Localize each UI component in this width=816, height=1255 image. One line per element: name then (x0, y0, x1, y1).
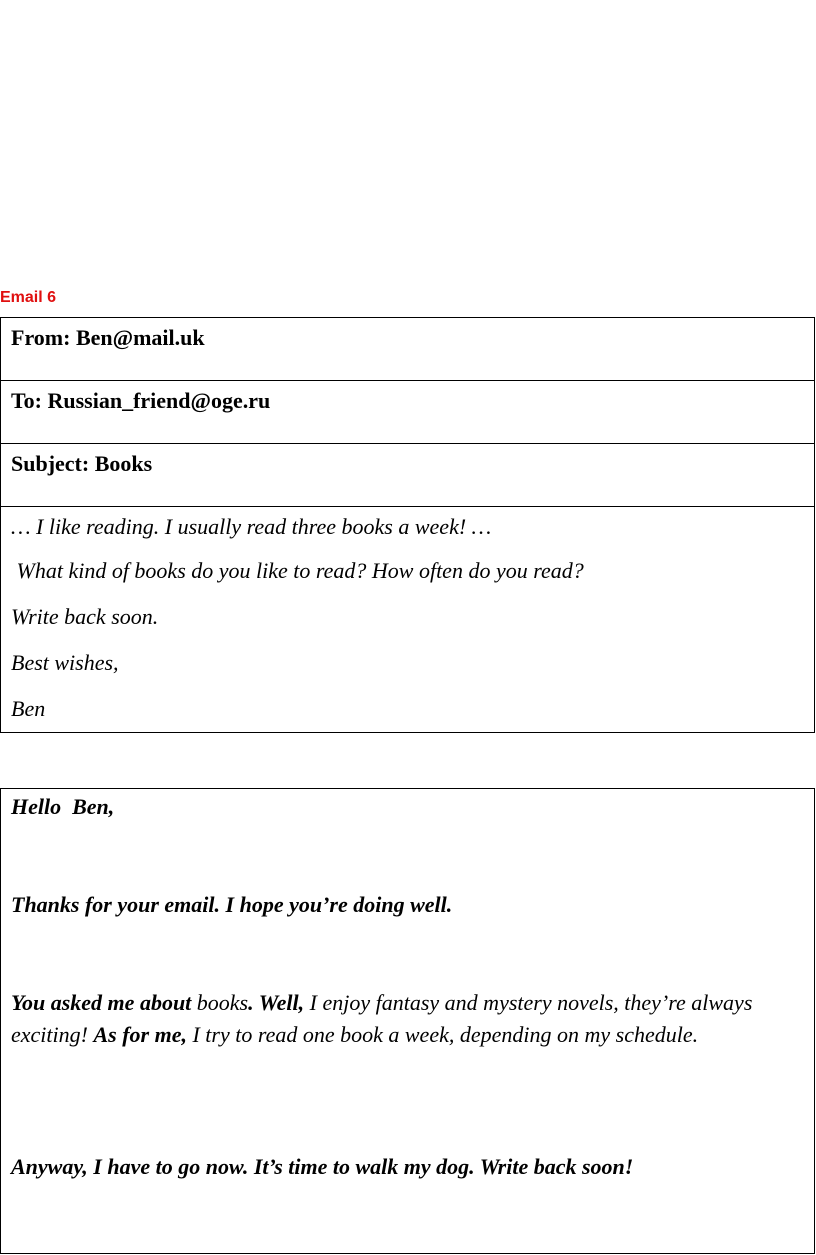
incoming-email-table (0, 317, 815, 733)
subject-text: Subject: Books (11, 451, 153, 476)
answer-2-text: I try to read one book a week, depending on my schedule. (186, 1022, 699, 1047)
body-line-2: What kind of books do you like to read? How often do you read? (11, 558, 584, 583)
phrase-well: . Well, (248, 990, 305, 1015)
reply-box (0, 788, 815, 1254)
reply-main-paragraph (11, 987, 801, 1051)
closing-text: Anyway, I have to go now. It’s time to walk my dog. Write back soon! (11, 1154, 634, 1179)
to-text: To: Russian_friend@oge.ru (11, 388, 271, 413)
body-line-3: Write back soon. (11, 604, 159, 629)
topic-text: books (191, 990, 249, 1015)
reply-greeting (11, 791, 801, 823)
from-row (1, 318, 815, 381)
answer-1-text: I enjoy fantasy and mystery novels, they’re always exciting! (11, 990, 753, 1047)
body-line-1: … I like reading. I usually read three books a week! … (11, 514, 492, 539)
thanks-text: Thanks for your email. I hope you’re doing well. (11, 892, 453, 917)
to-row (1, 381, 815, 444)
phrase-as-for-me: As for me, (93, 1022, 187, 1047)
email-body (1, 507, 815, 733)
greeting-text: Hello Ben, (11, 794, 115, 819)
phrase-asked: You asked me about (11, 990, 192, 1015)
reply-thanks (11, 889, 801, 921)
subject-row (1, 444, 815, 507)
reply-closing (11, 1151, 801, 1183)
body-line-4: Best wishes, (11, 650, 119, 675)
email-label: Email 6 (0, 289, 57, 306)
from-text: From: Ben@mail.uk (11, 325, 205, 350)
body-line-5: Ben (11, 696, 46, 721)
